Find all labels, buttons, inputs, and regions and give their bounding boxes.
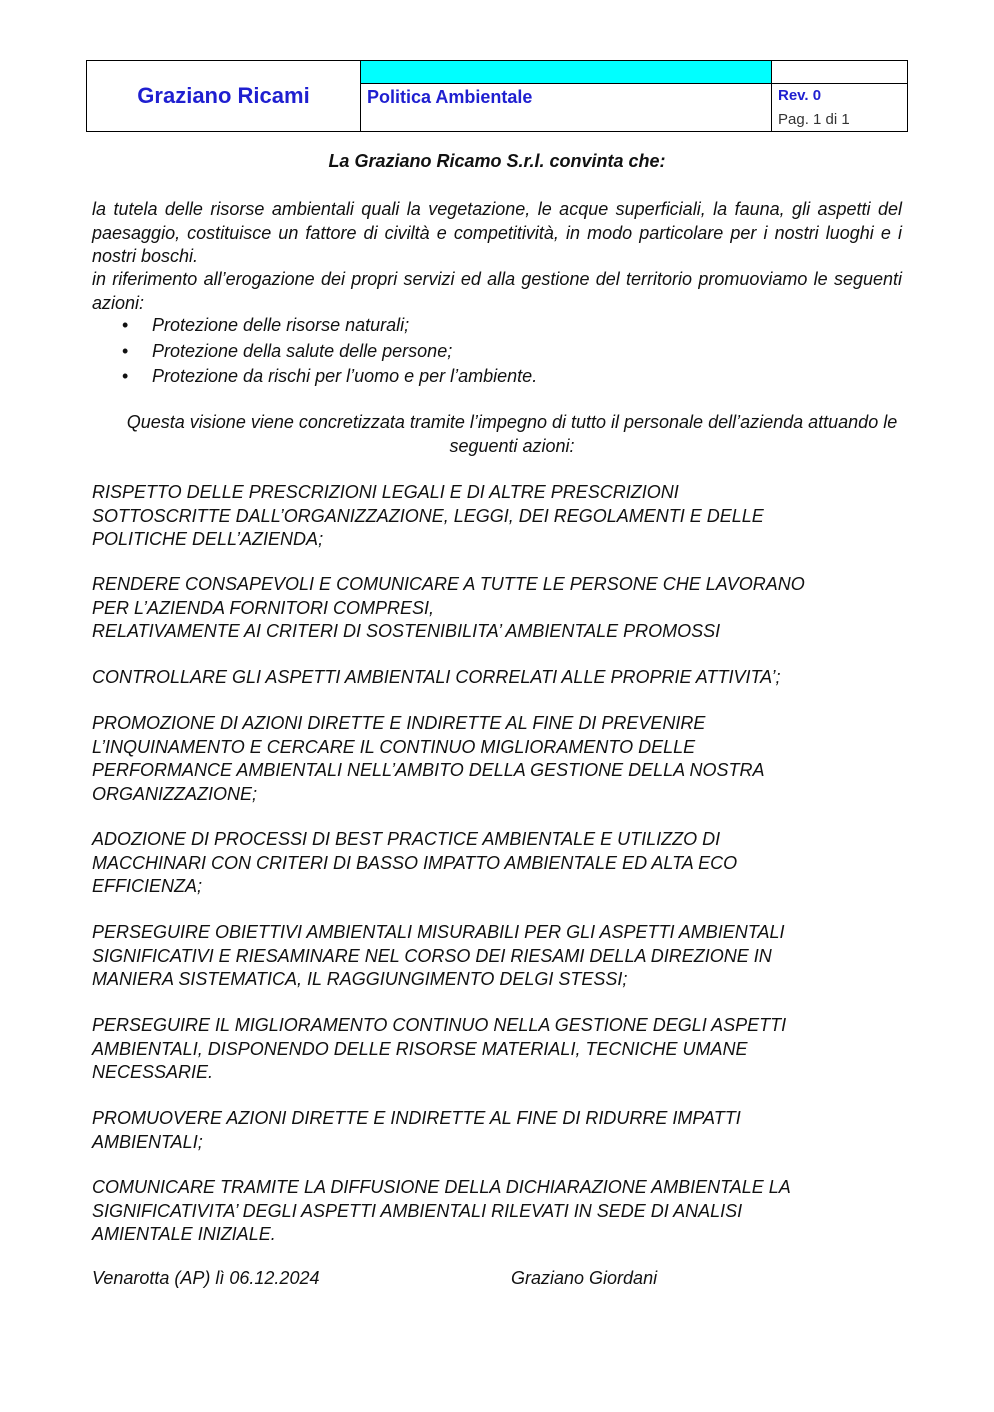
action-item: PROMUOVERE AZIONI DIRETTE E INDIRETTE AL FINE DI RIDURRE IMPATTI AMBIENTALI; <box>92 1108 741 1152</box>
intro-bullet-list <box>92 313 902 390</box>
document-header <box>86 60 908 132</box>
action-item: PROMOZIONE DI AZIONI DIRETTE E INDIRETTE AL FINE DI PREVENIRE L’INQUINAMENTO E CERCARE IL CONTINUO MIGLIORAMENTO DELLE PERFORMANCE AMBIENTALI NELL’AMBITO DELLA GESTIONE DELLA NOSTRA ORGANIZZAZIONE; <box>92 713 765 804</box>
list-item: • Protezione da rischi per l’uomo e per l’ambiente. <box>92 364 902 390</box>
list-item: • Protezione delle risorse naturali; <box>92 313 902 339</box>
vision-statement: Questa visione viene concretizzata tramite l’impegno di tutto il personale dell’azienda attuando le seguenti azioni: <box>126 412 898 456</box>
action-item: RENDERE CONSAPEVOLI E COMUNICARE A TUTTE LE PERSONE CHE LAVORANO PER L’AZIENDA FORNITORI COMPRESI, RELATIVAMENTE AI CRITERI DI SOSTENIBILITA’ AMBIENTALE PROMOSSI <box>92 574 805 641</box>
action-item: ADOZIONE DI PROCESSI DI BEST PRACTICE AMBIENTALE E UTILIZZO DI MACCHINARI CON CRITERI DI BASSO IMPATTO AMBIENTALE ED ALTA ECO EFFICIENZA; <box>92 829 738 896</box>
signature-place-date: Venarotta (AP) lì 06.12.2024 <box>92 1268 320 1288</box>
action-item: PERSEGUIRE IL MIGLIORAMENTO CONTINUO NELLA GESTIONE DEGLI ASPETTI AMBIENTALI, DISPONENDO DELLE RISORSE MATERIALI, TECNICHE UMANE NECESSARIE. <box>92 1015 787 1082</box>
company-name: Graziano Ricami <box>87 61 361 131</box>
header-empty-cell <box>772 61 907 84</box>
list-item: • Protezione della salute delle persone; <box>92 339 902 365</box>
header-color-band <box>361 61 772 84</box>
intro-paragraph-1: la tutela delle risorse ambientali quali la vegetazione, le acque superficiali, la fauna, gli aspetti del paesaggio, costituisce un fattore di civiltà e competitività, in modo particolare per i nostri luoghi e i nostri boschi. <box>92 199 902 266</box>
revision-label: Rev. 0 <box>778 87 822 104</box>
action-item: PERSEGUIRE OBIETTIVI AMBIENTALI MISURABILI PER GLI ASPETTI AMBIENTALI SIGNIFICATIVI E RIESAMINARE NEL CORSO DEI RIESAMI DELLA DIREZIONE IN MANIERA SISTEMATICA, IL RAGGIUNGIMENTO DELGI STESSI; <box>92 922 785 989</box>
page-number: Pag. 1 di 1 <box>778 111 850 128</box>
document-title: Politica Ambientale <box>361 84 772 131</box>
action-item: CONTROLLARE GLI ASPETTI AMBIENTALI CORRELATI ALLE PROPRIE ATTIVITA’; <box>92 667 781 687</box>
intro-title: La Graziano Ricamo S.r.l. convinta che: <box>328 151 666 171</box>
signature-name: Graziano Giordani <box>511 1268 658 1288</box>
action-item: RISPETTO DELLE PRESCRIZIONI LEGALI E DI ALTRE PRESCRIZIONI SOTTOSCRITTE DALL’ORGANIZZAZIONE, LEGGI, DEI REGOLAMENTI E DELLE POLITICHE DELL’AZIENDA; <box>92 482 764 549</box>
intro-paragraph-2: in riferimento all’erogazione dei propri servizi ed alla gestione del territorio promuoviamo le seguenti azioni: <box>92 269 902 313</box>
action-item: COMUNICARE TRAMITE LA DIFFUSIONE DELLA DICHIARAZIONE AMBIENTALE LA SIGNIFICATIVITA’ DEGLI ASPETTI AMBIENTALI RILEVATI IN SEDE DI ANALISI AMIENTALE INIZIALE. <box>92 1177 791 1244</box>
